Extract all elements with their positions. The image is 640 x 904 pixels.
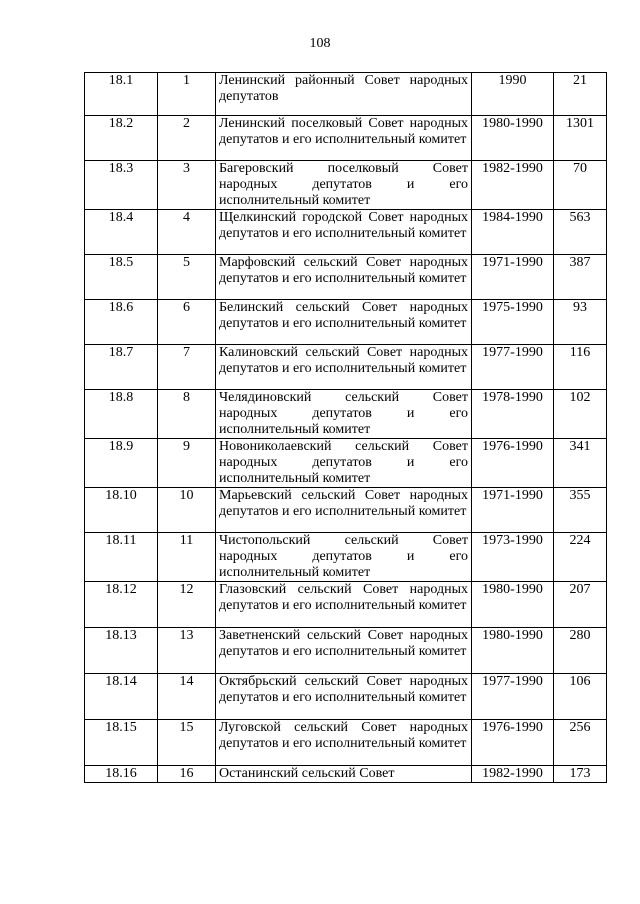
date-range: 1976-1990 <box>472 439 554 488</box>
date-range: 1975-1990 <box>472 300 554 345</box>
item-count: 70 <box>554 161 607 210</box>
row-number: 4 <box>158 210 216 255</box>
archive-fund-table <box>84 72 607 783</box>
table-row <box>85 73 607 116</box>
row-index: 18.16 <box>85 766 158 783</box>
item-count: 224 <box>554 533 607 582</box>
fund-name: Марфовский сельский Совет народных депутатов и его исполнительный комитет <box>216 255 472 300</box>
row-index: 18.15 <box>85 720 158 766</box>
fund-name: Новониколаевский сельский Совет народных депутатов и его исполнительный комитет <box>216 439 472 488</box>
date-range: 1973-1990 <box>472 533 554 582</box>
fund-name: Луговской сельский Совет народных депутатов и его исполнительный комитет <box>216 720 472 766</box>
date-range: 1984-1990 <box>472 210 554 255</box>
fund-name: Белинский сельский Совет народных депутатов и его исполнительный комитет <box>216 300 472 345</box>
table-row <box>85 766 607 783</box>
row-number: 1 <box>158 73 216 116</box>
fund-name: Останинский сельский Совет <box>216 766 472 783</box>
row-number: 14 <box>158 674 216 720</box>
table-row <box>85 300 607 345</box>
date-range: 1980-1990 <box>472 582 554 628</box>
row-index: 18.2 <box>85 116 158 161</box>
table-row <box>85 533 607 582</box>
row-index: 18.6 <box>85 300 158 345</box>
row-number: 9 <box>158 439 216 488</box>
row-index: 18.7 <box>85 345 158 390</box>
date-range: 1971-1990 <box>472 255 554 300</box>
table-row <box>85 161 607 210</box>
row-index: 18.5 <box>85 255 158 300</box>
fund-name: Ленинский поселковый Совет народных депутатов и его исполнительный комитет <box>216 116 472 161</box>
row-index: 18.13 <box>85 628 158 674</box>
row-index: 18.4 <box>85 210 158 255</box>
item-count: 173 <box>554 766 607 783</box>
row-index: 18.9 <box>85 439 158 488</box>
fund-name: Заветненский сельский Совет народных депутатов и его исполнительный комитет <box>216 628 472 674</box>
fund-name: Глазовский сельский Совет народных депутатов и его исполнительный комитет <box>216 582 472 628</box>
item-count: 93 <box>554 300 607 345</box>
row-index: 18.3 <box>85 161 158 210</box>
table-row <box>85 439 607 488</box>
table-row <box>85 674 607 720</box>
row-number: 5 <box>158 255 216 300</box>
date-range: 1971-1990 <box>472 488 554 533</box>
item-count: 563 <box>554 210 607 255</box>
table-row <box>85 345 607 390</box>
row-number: 11 <box>158 533 216 582</box>
date-range: 1980-1990 <box>472 116 554 161</box>
table-row <box>85 582 607 628</box>
date-range: 1976-1990 <box>472 720 554 766</box>
row-number: 12 <box>158 582 216 628</box>
table-row <box>85 116 607 161</box>
table-row <box>85 720 607 766</box>
item-count: 387 <box>554 255 607 300</box>
fund-name: Щелкинский городской Совет народных депутатов и его исполнительный комитет <box>216 210 472 255</box>
fund-name: Марьевский сельский Совет народных депутатов и его исполнительный комитет <box>216 488 472 533</box>
date-range: 1982-1990 <box>472 161 554 210</box>
fund-name: Ленинский районный Совет народных депутатов <box>216 73 472 116</box>
row-index: 18.8 <box>85 390 158 439</box>
item-count: 1301 <box>554 116 607 161</box>
item-count: 256 <box>554 720 607 766</box>
row-number: 7 <box>158 345 216 390</box>
item-count: 21 <box>554 73 607 116</box>
item-count: 280 <box>554 628 607 674</box>
row-number: 8 <box>158 390 216 439</box>
row-number: 2 <box>158 116 216 161</box>
row-number: 15 <box>158 720 216 766</box>
fund-name: Багеровский поселковый Совет народных депутатов и его исполнительный комитет <box>216 161 472 210</box>
table-row <box>85 210 607 255</box>
item-count: 116 <box>554 345 607 390</box>
row-number: 13 <box>158 628 216 674</box>
date-range: 1982-1990 <box>472 766 554 783</box>
row-number: 6 <box>158 300 216 345</box>
row-number: 16 <box>158 766 216 783</box>
table-row <box>85 488 607 533</box>
date-range: 1978-1990 <box>472 390 554 439</box>
row-number: 3 <box>158 161 216 210</box>
item-count: 102 <box>554 390 607 439</box>
row-index: 18.11 <box>85 533 158 582</box>
item-count: 341 <box>554 439 607 488</box>
fund-name: Чистопольский сельский Совет народных депутатов и его исполнительный комитет <box>216 533 472 582</box>
table-row <box>85 255 607 300</box>
date-range: 1977-1990 <box>472 345 554 390</box>
item-count: 355 <box>554 488 607 533</box>
row-index: 18.1 <box>85 73 158 116</box>
item-count: 106 <box>554 674 607 720</box>
page-number: 108 <box>309 36 331 51</box>
fund-name: Октябрьский сельский Совет народных депутатов и его исполнительный комитет <box>216 674 472 720</box>
date-range: 1990 <box>472 73 554 116</box>
item-count: 207 <box>554 582 607 628</box>
fund-name: Калиновский сельский Совет народных депутатов и его исполнительный комитет <box>216 345 472 390</box>
row-index: 18.10 <box>85 488 158 533</box>
row-index: 18.12 <box>85 582 158 628</box>
table-row <box>85 390 607 439</box>
row-index: 18.14 <box>85 674 158 720</box>
table-row <box>85 628 607 674</box>
row-number: 10 <box>158 488 216 533</box>
date-range: 1977-1990 <box>472 674 554 720</box>
date-range: 1980-1990 <box>472 628 554 674</box>
fund-name: Челядиновский сельский Совет народных депутатов и его исполнительный комитет <box>216 390 472 439</box>
